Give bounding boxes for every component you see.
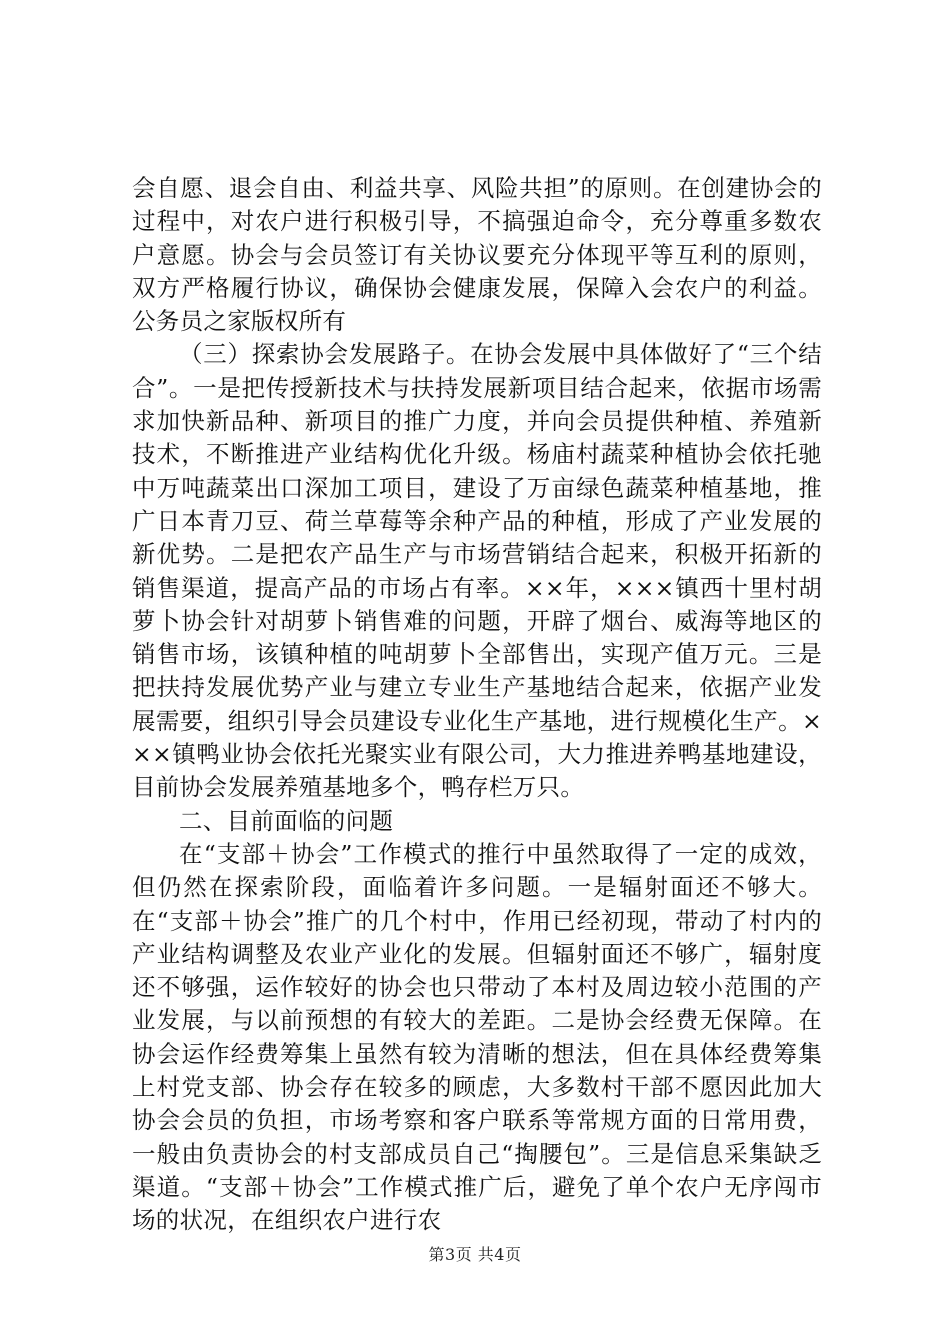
paragraph-continuation: 会自愿、退会自由、利益共享、风险共担”的原则。在创建协会的过程中，对农户进行积极引导，不搞强迫命令，充分尊重多数农户意愿。协会与会员签订有关协议要充分体现平等互利的原则，双方严格履行协议，确保协会健康发展，保障入会农户的利益。公务员之家版权所有: [132, 174, 822, 336]
page-number-footer: 第3页 共4页: [428, 1245, 522, 1264]
paragraph-current-problems: 在“支部＋协会”工作模式的推行中虽然取得了一定的成效，但仍然在探索阶段，面临着许多问题。一是辐射面还不够大。在“支部＋协会”推广的几个村中，作用已经初现，带动了村内的产业结构调整及农业产业化的发展。但辐射面还不够广，辐射度还不够强，运作较好的协会也只带动了本村及周边较小范围的产业发展，与以前预想的有较大的差距。二是协会经费无保障。在协会运作经费筹集上虽然有较为清晰的想法，但在具体经费筹集上村党支部、协会存在较多的顾虑，大多数村干部不愿因此加大协会会员的负担，市场考察和客户联系等常规方面的日常用费，一般由负责协会的村支部成员自己“掏腰包”。三是信息采集缺乏渠道。“支部＋协会”工作模式推广后，避免了单个农户无序闯市场的状况，在组织农户进行农: [132, 839, 822, 1235]
document-body: [132, 172, 822, 1238]
paragraph-explore-development: （三）探索协会发展路子。在协会发展中具体做好了“三个结合”。一是把传授新技术与扶持发展新项目结合起来，依据市场需求加快新品种、新项目的推广力度，并向会员提供种植、养殖新技术，不断推进产业结构优化升级。杨庙村蔬菜种植协会依托驰中万吨蔬菜出口深加工项目，建设了万亩绿色蔬菜种植基地，推广日本青刀豆、荷兰草莓等余种产品的种植，形成了产业发展的新优势。二是把农产品生产与市场营销结合起来，积极开拓新的销售渠道，提高产品的市场占有率。××年，×××镇西十里村胡萝卜协会针对胡萝卜销售难的问题，开辟了烟台、威海等地区的销售市场，该镇种植的吨胡萝卜全部售出，实现产值万元。三是把扶持发展优势产业与建立专业生产基地结合起来，依据产业发展需要，组织引导会员建设专业化生产基地，进行规模化生产。×××镇鸭业协会依托光聚实业有限公司，大力推进养鸭基地建设，目前协会发展养殖基地多个，鸭存栏万只。: [132, 340, 822, 802]
section-heading: 二、目前面临的问题: [179, 806, 394, 835]
